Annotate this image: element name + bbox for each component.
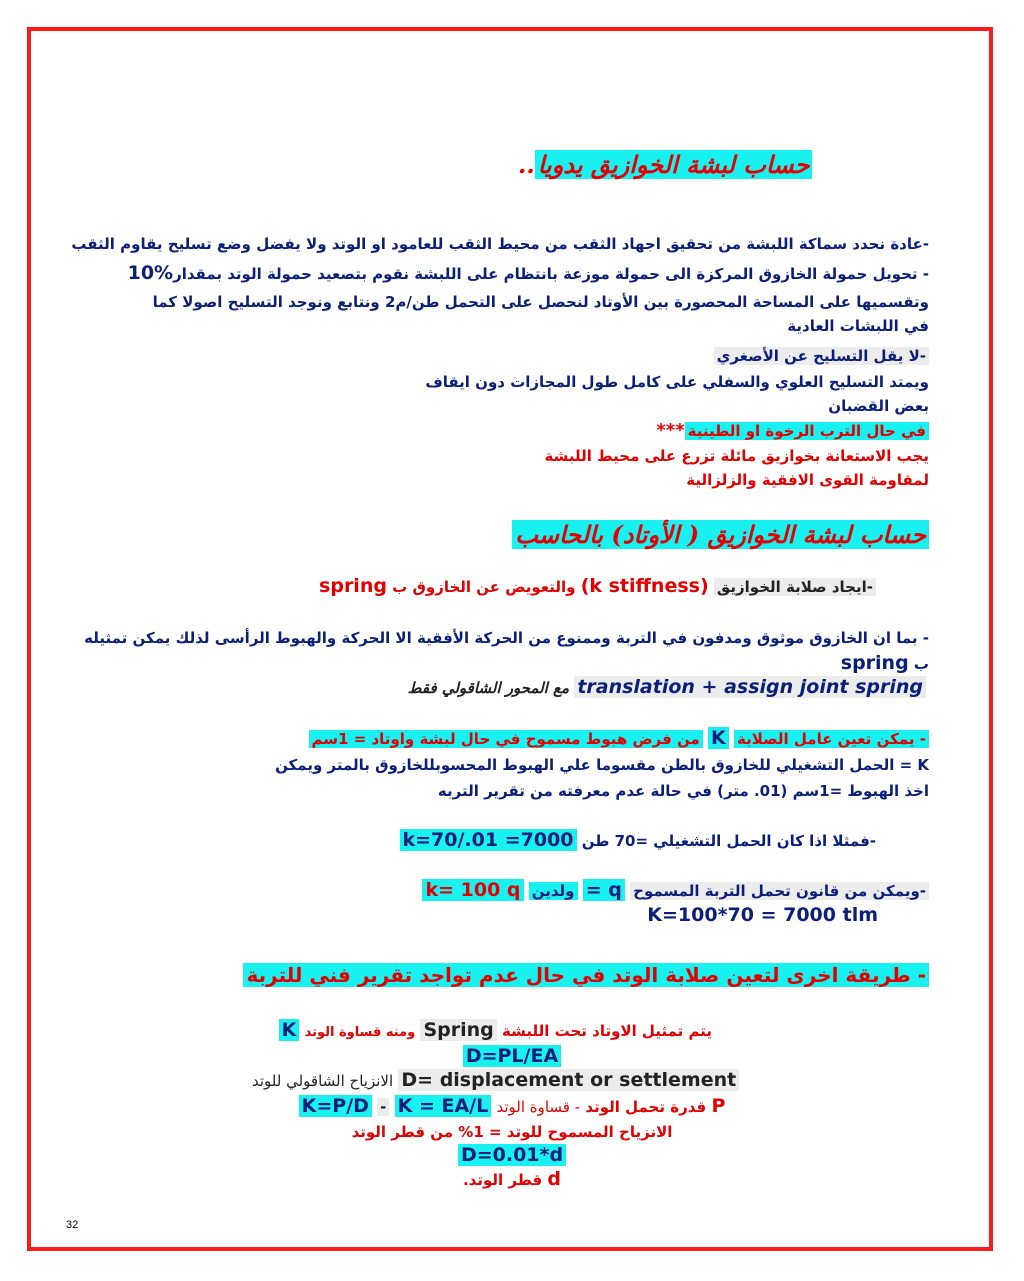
section1-line5-row — [714, 346, 929, 366]
section1-line3: وتقسميها على المساحة المحصورة بين الأوتاد لنحصل على التحمل طن/م2 ونتابع ونوجد التسليح اصولا كما — [152, 293, 929, 311]
section2-line1-c: والتعويض عن الخازوق ب — [392, 578, 576, 596]
section2-line9-row — [422, 880, 929, 901]
section3-line2: D=PL/EA — [463, 1045, 561, 1067]
section2-line6: K = الحمل التشغيلي للخازوق بالطن مقسوما علي الهبوط المحسوبللخازوق بالمتر ويمكن — [275, 756, 929, 774]
section2-line4-row — [408, 677, 926, 698]
section3-line1-d: K — [279, 1019, 300, 1041]
section3-line7-d: d — [547, 1168, 561, 1190]
section2-line5-a: - يمكن تعين عامل الصلابة — [734, 730, 929, 748]
section3-line4-c: K=P/D — [299, 1095, 372, 1117]
section2-line1-d: spring — [319, 575, 387, 597]
section1-line2: - تحويل حمولة الخازوق المركزة الى حمولة موزعة بانتظام على اللبشة نقوم بتصعيد حمولة الوتد بمقدار — [173, 265, 929, 283]
section3-line4-b: - قساوة الوتد — [496, 1098, 581, 1116]
section1-line4: في اللبشات العادية — [787, 317, 929, 335]
section2-line4-b: مع المحور الشاقولي فقط — [407, 679, 570, 697]
section2-line4-a: translation + assign joint spring — [574, 676, 926, 698]
section1-line1: -عادة نحدد سماكة اللبشة من تحقيق اجهاد الثقب من محيط الثقب للعامود او الوتد ولا يفضل وضع تسليح يقاوم الثقب — [71, 235, 929, 253]
section3-line5: الانزياح المسموح للوتد = 1% من قطر الوتد — [351, 1123, 673, 1141]
section2-line3-row — [841, 653, 929, 674]
section3-line7-row — [0, 1169, 1024, 1190]
section1-title: حساب لبشة الخوازيق يدويا — [535, 150, 813, 179]
section3-line1-row — [279, 1020, 712, 1043]
section2-line3-b: spring — [840, 652, 909, 674]
section2-line5-b: من فرض هبوط مسموح في حال لبشة واوتاد = 1سم — [309, 730, 703, 748]
section2-line5-k: K — [708, 727, 729, 749]
section2-line2: - بما ان الخازوق موثوق ومدفون في التربة وممنوع من الحركة الأفقية الا الحركة والهبوط الرأسى لذلك يمكن تمثيله — [84, 629, 929, 647]
section1-line7: بعض القضبان — [828, 397, 929, 415]
section1-line5: -لا يقل التسليح عن الأصغري — [714, 347, 929, 365]
section1-line6: ويمتد التسليح العلوي والسفلي على كامل طول المجازات دون ايقاف — [425, 373, 929, 391]
section2-line8-row — [400, 830, 877, 851]
section1-line9: يجب الاستعانة بخوازيق مائلة تزرع على محيط اللبشة — [544, 447, 929, 465]
section3-line4-a: قدرة تحمل الوتد — [585, 1098, 707, 1116]
section3-line7: قطر الوتد. — [462, 1171, 543, 1189]
section2-line10: K=100*70 = 7000 tlm — [647, 904, 878, 926]
section2-line9-a: -ويمكن من قانون تحمل التربة المسموح — [630, 882, 929, 900]
section3-line4-d: - — [377, 1098, 389, 1116]
section1-title-dashes: .. — [518, 150, 535, 179]
section1-line8-row — [656, 421, 929, 441]
section1-line8-stars: *** — [656, 420, 685, 441]
section1-line2-row — [128, 263, 929, 284]
section2-title-row — [512, 520, 929, 550]
section3-line6-row — [0, 1145, 1024, 1165]
section3-line6: D=0.01*d — [458, 1144, 566, 1166]
section2-line9-d: k= 100 q — [422, 879, 523, 901]
section2-line9-b: q = — [583, 879, 625, 901]
section3-line2-row — [0, 1046, 1024, 1066]
section3-line4-e: K = EA/L — [395, 1095, 492, 1117]
section1-line10: لمقاومة القوى الافقية والزلزالية — [686, 471, 929, 489]
section3-line4-row — [0, 1096, 1024, 1117]
section3-line3-b: الانزياح الشاقولي للوتد — [252, 1072, 394, 1090]
section3-title: - طريقة اخرى لتعين صلابة الوتد في حال عدم تواجد تقرير فني للتربة — [243, 963, 929, 987]
section2-line1-a: -ايجاد صلابة الخوازيق — [714, 578, 876, 596]
section2-line8-b: k=70/.01 =7000 — [400, 829, 577, 851]
section2-line5-row — [309, 728, 929, 749]
section2-line8-a: -فمثلا اذا كان الحمل التشغيلي =70 طن — [581, 832, 876, 850]
section3-line4-p: P — [711, 1095, 726, 1117]
page-number: 32 — [66, 1219, 79, 1231]
section3-line1-c: ومنه قساوة الوتد — [304, 1025, 416, 1040]
section2-line1-b: (k stiffness) — [580, 575, 709, 597]
section3-line1-b: Spring — [420, 1019, 496, 1041]
section3-line3-row — [252, 1070, 739, 1091]
section3-line3-a: D= displacement or settlement — [398, 1069, 739, 1091]
section1-line8: في حال الترب الرخوة او الطينية — [685, 422, 929, 440]
section2-title: حساب لبشة الخوازيق ( الأوتاد) بالحاسب — [512, 520, 929, 549]
section1-line2-value: 10% — [127, 262, 174, 284]
section2-line9-c: ولدين — [529, 882, 578, 900]
section3-line1-a: يتم تمثيل الاوتاد تحت اللبشة — [501, 1022, 712, 1040]
section2-line7: اخذ الهبوط =1سم (01. متر) في حالة عدم معرفته من تقرير التربه — [437, 782, 929, 800]
section2-line1-row — [319, 576, 876, 597]
section1-title-row — [518, 150, 812, 180]
section2-line3-a: ب — [913, 655, 929, 673]
section3-title-row — [243, 962, 929, 988]
